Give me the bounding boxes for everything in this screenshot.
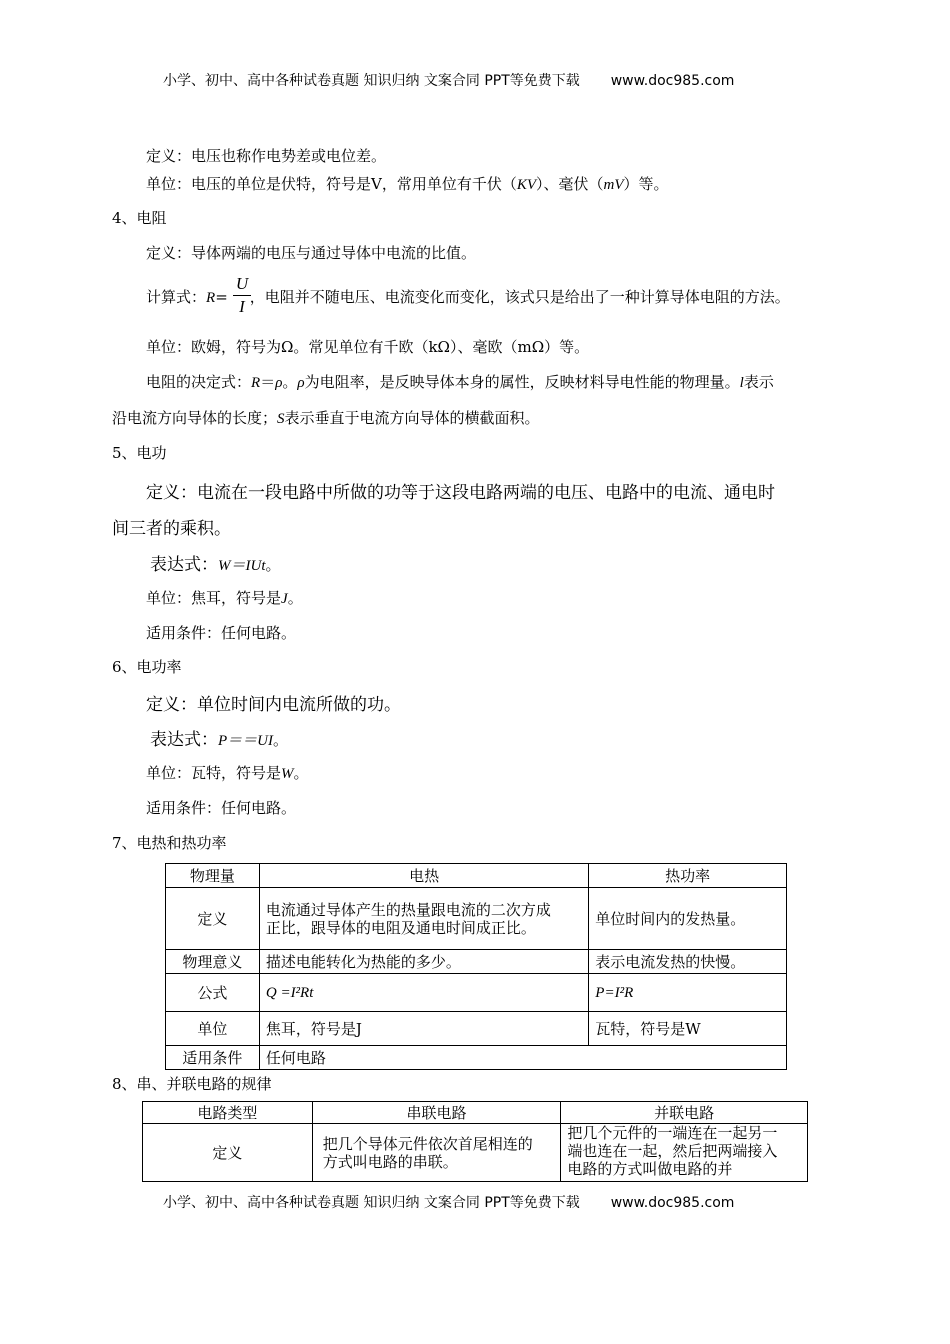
resistance-unit: 单位：欧姆，符号为Ω。常见单位有千欧（kΩ）、毫欧（mΩ）等。 xyxy=(146,338,590,356)
table-cell: 物理意义 xyxy=(166,950,260,974)
voltage-unit-kv: KV xyxy=(516,177,537,193)
work-expr-end: 。 xyxy=(265,556,281,574)
table-cell: Q =I²Rt xyxy=(259,974,588,1012)
resistance-law xyxy=(146,371,774,392)
formula-prefix: 计算式： xyxy=(146,288,207,306)
table-header-cell: 物理量 xyxy=(166,864,260,888)
law-rho: ρ xyxy=(275,375,283,391)
table-row xyxy=(166,888,787,950)
law-eq: ＝ xyxy=(260,373,276,391)
table-cell: 适用条件 xyxy=(166,1046,260,1070)
table-cell: P=I²R xyxy=(589,974,787,1012)
law-prefix: 电阻的决定式： xyxy=(146,373,252,391)
table-cell: 公式 xyxy=(166,974,260,1012)
table-cell: 瓦特，符号是W xyxy=(589,1012,787,1046)
table-header-cell: 电路类型 xyxy=(143,1102,313,1124)
fraction-bar xyxy=(233,295,251,296)
power-condition: 适用条件：任何电路。 xyxy=(146,799,297,817)
heat-table xyxy=(165,863,787,1070)
page-footer xyxy=(163,1192,734,1212)
law-s: S xyxy=(277,411,285,427)
work-unit xyxy=(146,587,303,608)
table-cell: 电流通过导体产生的热量跟电流的二次方成正比，跟导体的电阻及通电时间成正比。 xyxy=(259,888,588,950)
law-line2-a: 沿电流方向导体的长度； xyxy=(112,409,278,427)
work-expr-prefix: 表达式： xyxy=(150,555,218,575)
law-end: 表示 xyxy=(743,373,774,391)
work-heading: 5、电功 xyxy=(112,444,167,462)
law-l: l xyxy=(739,375,744,391)
voltage-definition: 定义：电压也称作电势差或电位差。 xyxy=(146,147,387,165)
resistance-definition: 定义：导体两端的电压与通过导体中电流的比值。 xyxy=(146,244,477,262)
power-expr-prefix: 表达式： xyxy=(150,730,218,750)
table-cell: 单位 xyxy=(166,1012,260,1046)
power-unit-prefix: 单位：瓦特，符号是 xyxy=(146,764,282,782)
power-unit xyxy=(146,762,309,783)
law-r: R xyxy=(251,375,261,391)
table-cell: 单位时间内的发热量。 xyxy=(589,888,787,950)
table-cell: 任何电路 xyxy=(259,1046,786,1070)
table-header-cell: 并联电路 xyxy=(561,1102,808,1124)
power-definition: 定义：单位时间内电流所做的功。 xyxy=(146,695,401,715)
table-header-row xyxy=(166,864,787,888)
voltage-unit-text3: ）等。 xyxy=(623,175,669,193)
table-row xyxy=(166,950,787,974)
power-expr-end: 。 xyxy=(273,731,289,749)
power-expression xyxy=(150,725,288,750)
law-mid1: 。 xyxy=(282,373,298,391)
resistance-law-line2 xyxy=(112,407,540,428)
voltage-unit-text2: ）、毫伏（ xyxy=(536,175,604,193)
table-row xyxy=(143,1124,808,1182)
work-definition-line1: 定义：电流在一段电路中所做的功等于这段电路两端的电压、电路中的电流、通电时 xyxy=(146,483,775,503)
power-unit-symbol: W xyxy=(281,766,294,782)
table-header-cell: 热功率 xyxy=(589,864,787,888)
table-cell: 表示电流发热的快慢。 xyxy=(589,950,787,974)
table-cell: 焦耳，符号是J xyxy=(259,1012,588,1046)
table-cell: 描述电能转化为热能的多少。 xyxy=(259,950,588,974)
table-cell: 把几个元件的一端连在一起另一端也连在一起，然后把两端接入电路的方式叫做电路的并 xyxy=(561,1124,808,1182)
work-expression xyxy=(150,550,281,575)
fraction-numerator: U xyxy=(235,274,249,293)
power-heading: 6、电功率 xyxy=(112,658,182,676)
work-unit-prefix: 单位：焦耳，符号是 xyxy=(146,589,282,607)
law-rho2: ρ xyxy=(297,375,305,391)
header-url[interactable]: www.doc985.com xyxy=(610,73,735,89)
resistance-heading: 4、电阻 xyxy=(112,209,167,227)
law-mid2: 为电阻率，是反映导体本身的属性，反映材料导电性能的物理量。 xyxy=(304,373,740,391)
footer-text: 小学、初中、高中各种试卷真题 知识归纳 文案合同 PPT等免费下载 xyxy=(163,1195,580,1211)
formula-rest: ，电阻并不随电压、电流变化而变化，该式只是给出了一种计算导体电阻的方法。 xyxy=(249,288,790,306)
footer-url[interactable]: www.doc985.com xyxy=(610,1195,735,1211)
power-unit-end: 。 xyxy=(293,764,309,782)
table-cell: 定义 xyxy=(166,888,260,950)
law-line2-b: 表示垂直于电流方向导体的横截面积。 xyxy=(284,409,540,427)
work-unit-symbol: J xyxy=(281,591,288,607)
table-header-cell: 电热 xyxy=(259,864,588,888)
table-header-row xyxy=(143,1102,808,1124)
work-unit-end: 。 xyxy=(287,589,303,607)
voltage-unit-text: 单位：电压的单位是伏特，符号是V，常用单位有千伏（ xyxy=(146,175,517,193)
work-definition-line2: 间三者的乘积。 xyxy=(112,519,231,539)
circuit-table xyxy=(142,1101,808,1182)
work-expr-formula: W＝IUt xyxy=(218,558,266,574)
resistance-fraction xyxy=(233,274,251,317)
table-row xyxy=(166,974,787,1012)
voltage-unit-mv: mV xyxy=(603,177,624,193)
heat-table-heading: 7、电热和热功率 xyxy=(112,834,227,852)
formula-eq: = xyxy=(215,288,228,306)
table-cell: 定义 xyxy=(143,1124,313,1182)
table-header-cell: 串联电路 xyxy=(312,1102,561,1124)
table-cell: 把几个导体元件依次首尾相连的方式叫电路的串联。 xyxy=(312,1124,561,1182)
work-condition: 适用条件：任何电路。 xyxy=(146,624,297,642)
circuit-table-heading: 8、串、并联电路的规律 xyxy=(112,1075,272,1093)
table-row xyxy=(166,1046,787,1070)
voltage-unit xyxy=(146,173,669,194)
table-row xyxy=(166,1012,787,1046)
fraction-denominator: I xyxy=(239,297,245,316)
page-header xyxy=(163,70,734,90)
formula-r: R xyxy=(206,290,216,306)
power-expr-formula: P＝＝UI xyxy=(218,733,273,749)
header-text: 小学、初中、高中各种试卷真题 知识归纳 文案合同 PPT等免费下载 xyxy=(163,73,580,89)
